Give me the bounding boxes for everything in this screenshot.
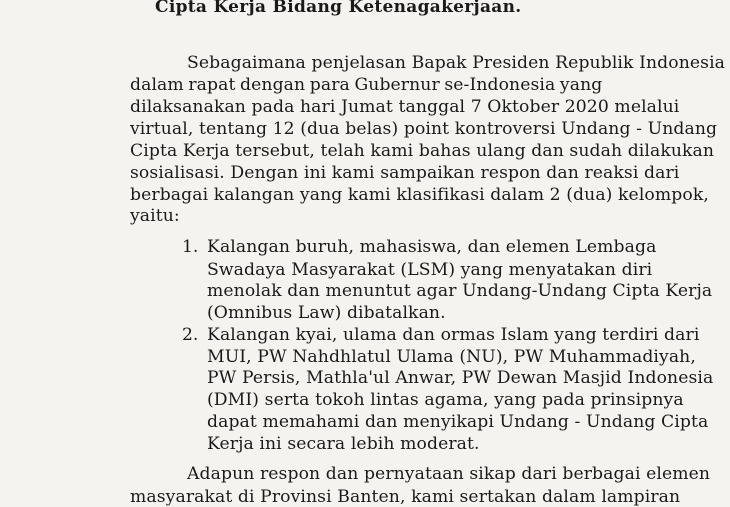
paragraph-line: dalam rapat dengan para Gubernur se-Indonesia yang — [130, 75, 603, 96]
paragraph-line: Adapun respon dan pernyataan sikap dari berbagai elemen — [187, 464, 711, 485]
list-item-number: 1. — [182, 237, 199, 258]
list-item-line: PW Persis, Mathla'ul Anwar, PW Dewan Masjid Indonesia — [207, 368, 714, 389]
list-item-line: MUI, PW Nahdhlatul Ulama (NU), PW Muhammadiyah, — [207, 346, 696, 367]
paragraph-line: Cipta Kerja tersebut, telah kami bahas ulang dan sudah dilakukan — [130, 141, 715, 162]
list-item-line: menolak dan menuntut agar Undang-Undang Cipta Kerja — [207, 281, 713, 302]
paragraph-line: sosialisasi. Dengan ini kami sampaikan respon dan reaksi dari — [130, 162, 680, 183]
paragraph-line: masyarakat di Provinsi Banten, kami sertakan dalam lampiran — [130, 486, 681, 507]
paragraph-line: yaitu: — [130, 206, 180, 227]
paragraph-line: Sebagaimana penjelasan Bapak Presiden Republik Indonesia — [187, 53, 726, 74]
list-item-line: Kalangan kyai, ulama dan ormas Islam yang terdiri dari — [207, 324, 700, 345]
list-item-line: Kalangan buruh, mahasiswa, dan elemen Lembaga — [207, 237, 657, 258]
list-item-number: 2. — [182, 324, 199, 345]
paragraph-line: berbagai kalangan yang kami klasifikasi dalam 2 (dua) kelompok, — [130, 184, 709, 205]
list-item-line: dapat memahami dan menyikapi Undang - Undang Cipta — [207, 411, 709, 432]
paragraph-line: dilaksanakan pada hari Jumat tanggal 7 Oktober 2020 melalui — [130, 96, 680, 117]
list-item-line: (Omnibus Law) dibatalkan. — [207, 303, 446, 324]
list-item-line: Swadaya Masyarakat (LSM) yang menyatakan diri — [207, 259, 653, 280]
list-item-line: (DMI) serta tokoh lintas agama, yang pada prinsipnya — [207, 390, 684, 411]
document-heading: Cipta Kerja Bidang Ketenagakerjaan. — [155, 0, 522, 17]
paragraph-line: virtual, tentang 12 (dua belas) point kontroversi Undang - Undang — [130, 119, 718, 140]
list-item-line: Kerja ini secara lebih moderat. — [207, 434, 480, 455]
